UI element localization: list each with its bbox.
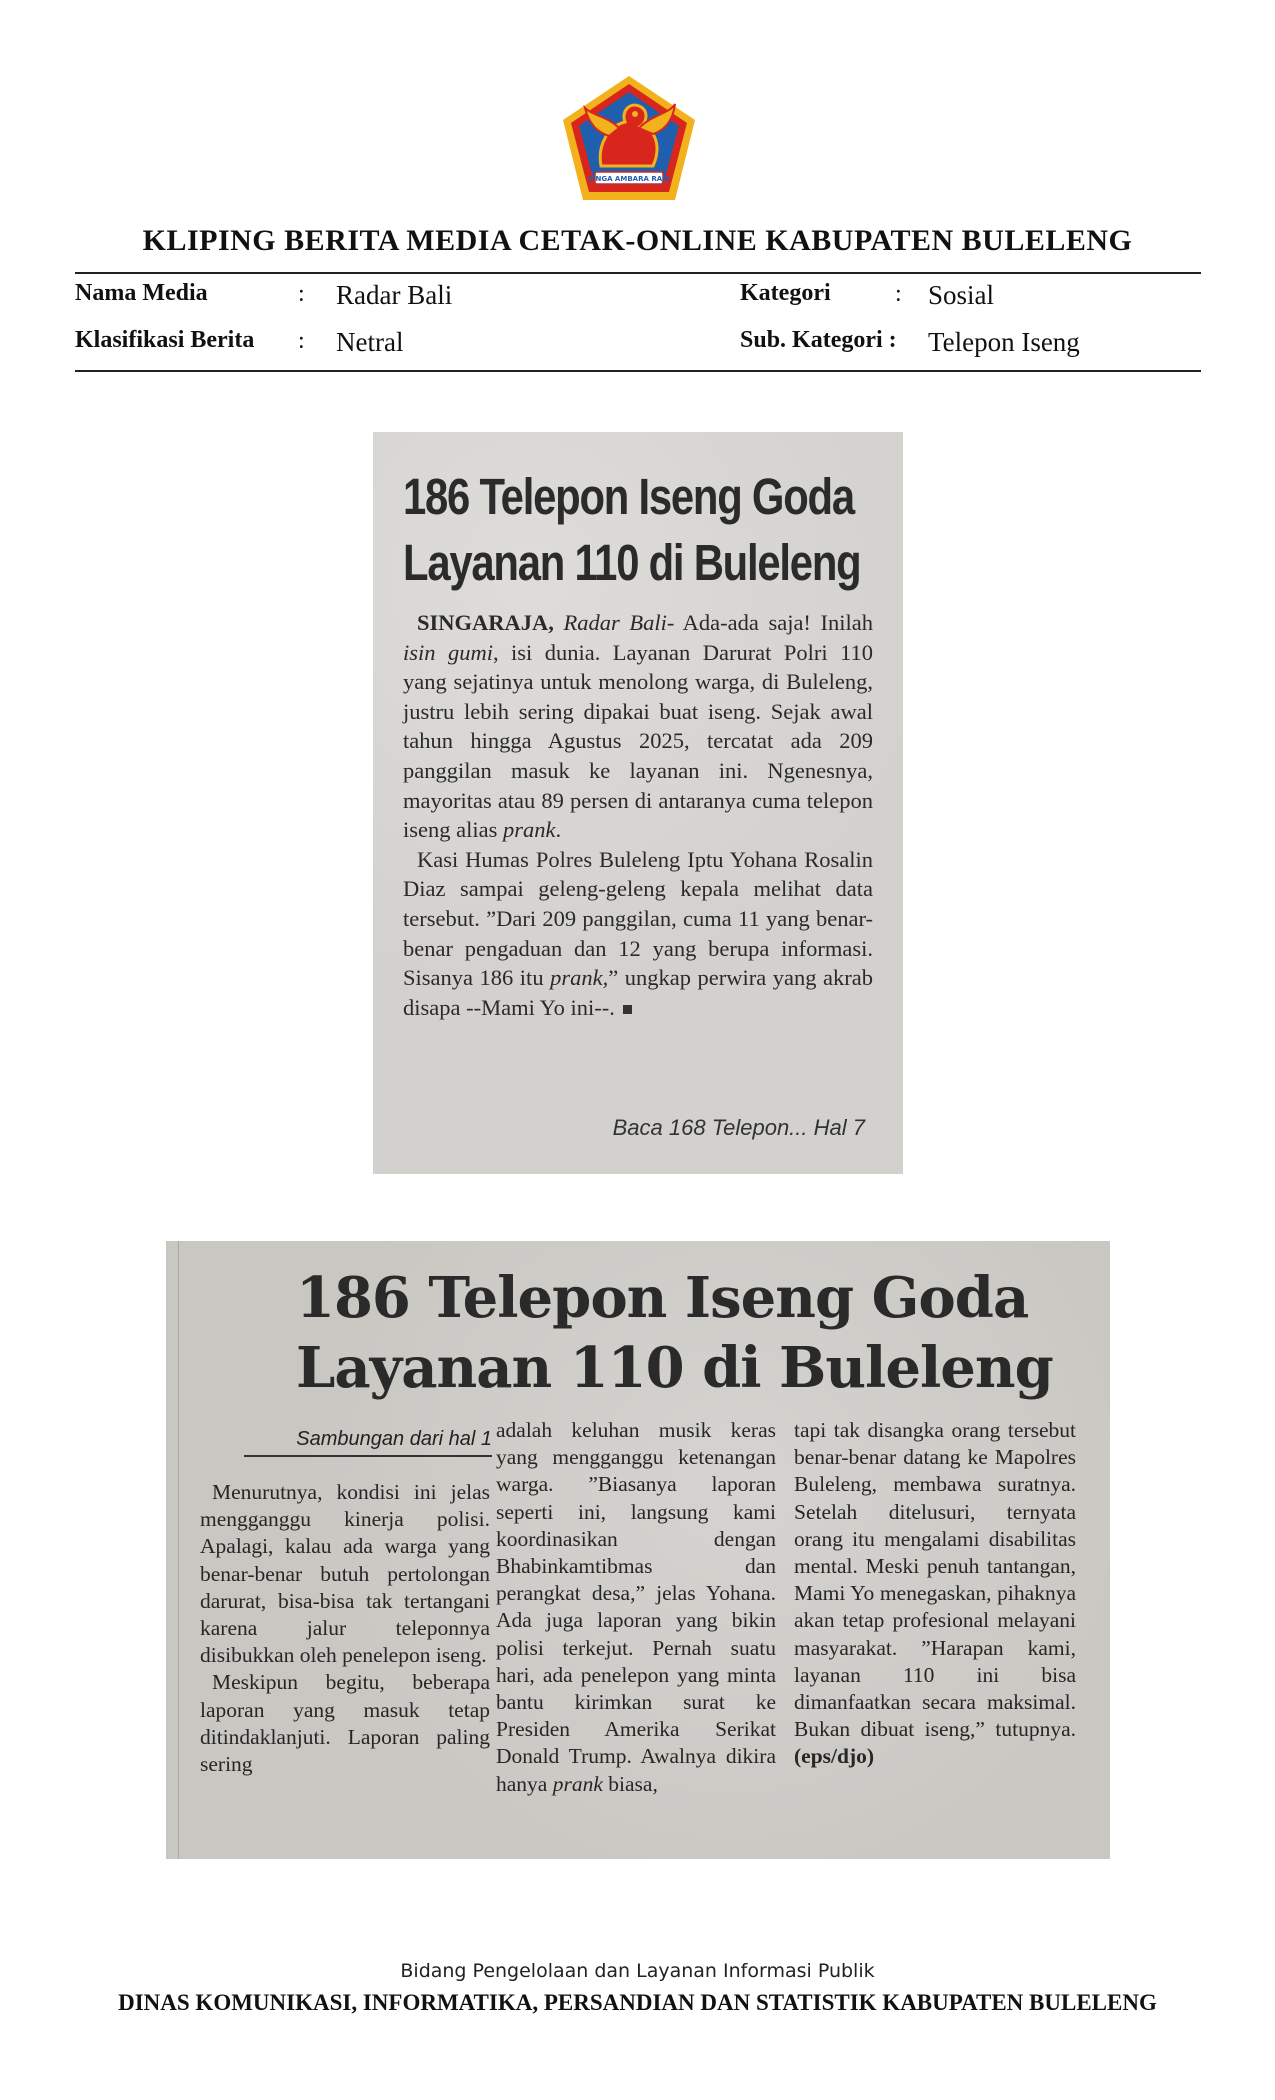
document-title: KLIPING BERITA MEDIA CETAK-ONLINE KABUPATEN BULELENG bbox=[142, 224, 1133, 257]
text-run: adalah keluhan musik keras yang mengganggu ketenangan warga. ”Biasanya laporan seperti ini, langsung kami koordinasikan dengan Bhabinkamtibmas dan perangkat desa,” jelas Yohana. Ada juga laporan yang bikin polisi terkejut. Pernah suatu hari, ada penelepon yang minta bantu kirimkan surat ke Presiden Amerika Serikat Donald Trump. Awalnya dikira hanya bbox=[496, 1418, 776, 1796]
continued-from-label: Sambungan dari hal 1 bbox=[244, 1428, 492, 1457]
header-divider-top bbox=[75, 272, 1201, 274]
colon: : bbox=[298, 328, 305, 354]
paragraph: Meskipun begitu, beberapa laporan yang masuk tetap ditindaklanjuti. Laporan paling sering bbox=[200, 1670, 490, 1777]
headline-line: 186 Telepon Iseng Goda bbox=[296, 1265, 1029, 1331]
text-run: tapi tak disangka orang tersebut benar-benar datang ke Mapolres Buleleng, membawa suratnya. Setelah ditelusuri, ternyata orang itu mengalami disabilitas mental. Meski penuh tantangan, Mami Yo menegaskan, pihaknya akan tetap profesional melayani masyarakat. ”Harapan kami, layanan 110 ini bisa dimanfaatkan secara maksimal. Bukan dibuat iseng,” tutupnya. bbox=[794, 1418, 1076, 1742]
headline-line: 186 Telepon Iseng Goda bbox=[403, 468, 854, 525]
text-run: biasa, bbox=[602, 1771, 658, 1796]
column-3 bbox=[794, 1417, 1076, 1771]
end-mark-icon bbox=[623, 1005, 632, 1014]
headline-line: Layanan 110 di Buleleng bbox=[403, 534, 861, 591]
text-run: . bbox=[555, 817, 562, 843]
source-name: Radar Bali bbox=[563, 610, 667, 635]
byline-initials: (eps/djo) bbox=[794, 1744, 875, 1769]
subkategori-value: Telepon Iseng bbox=[928, 327, 1080, 357]
clipping-continuation bbox=[166, 1241, 1110, 1859]
paragraph bbox=[496, 1417, 776, 1798]
page-edge bbox=[166, 1241, 179, 1859]
klasifikasi-label: Klasifikasi Berita bbox=[75, 327, 255, 353]
headline-line: Layanan 110 di Buleleng bbox=[296, 1335, 1053, 1401]
italic-run: prank bbox=[552, 1771, 603, 1796]
italic-run: prank bbox=[502, 817, 556, 843]
paragraph: Menurutnya, kondisi ini jelas mengganggu kinerja polisi. Apalagi, kalau ada warga yang benar-benar butuh pertolongan darurat, bisa-bisa tak tertangani karena jalur teleponnya disibukkan oleh penelepon iseng. bbox=[200, 1480, 490, 1668]
logo-motto: SINGA AMBARA RAJA bbox=[587, 175, 671, 183]
nama-media-value: Radar Bali bbox=[336, 280, 453, 310]
header-divider-bottom bbox=[75, 370, 1201, 372]
text-run: Kasi Humas Polres Buleleng Iptu Yohana Rosalin Diaz sampai geleng-geleng kepala melihat data tersebut. ”Dari 209 panggilan, cuma 11 yang benar-benar pengaduan dan 12 yang berupa informasi. Sisanya 186 itu bbox=[403, 846, 873, 991]
clipping1-body bbox=[403, 608, 873, 1022]
nama-media-label: Nama Media bbox=[75, 280, 208, 306]
italic-run: prank, bbox=[550, 965, 609, 991]
paragraph bbox=[403, 845, 873, 1023]
column-2 bbox=[496, 1417, 776, 1798]
continuation-note: Baca 168 Telepon... Hal 7 bbox=[612, 1115, 865, 1140]
text-run: ” ungkap perwira yang akrab disapa --Mami Yo ini--. bbox=[403, 965, 874, 1020]
dateline: SINGARAJA, bbox=[417, 610, 554, 635]
clipping2-headline bbox=[296, 1263, 1053, 1403]
paragraph bbox=[794, 1417, 1076, 1771]
paragraph bbox=[403, 608, 873, 845]
footer-agency: DINAS KOMUNIKASI, INFORMATIKA, PERSANDIAN DAN STATISTIK KABUPATEN BULELENG bbox=[118, 1990, 1157, 2015]
text-run: - Ada-ada saja! Inilah bbox=[666, 610, 873, 635]
regency-logo bbox=[561, 74, 697, 202]
klasifikasi-value: Netral bbox=[336, 327, 404, 357]
text-run: , isi dunia. Layanan Darurat Polri 110 yang sejatinya untuk menolong warga, di Buleleng, justru lebih sering dipakai buat iseng. Sejak awal tahun hingga Agustus 2025, tercatat ada 209 panggilan masuk ke layanan ini. Ngenesnya, mayoritas atau 89 persen di antaranya cuma telepon iseng alias bbox=[403, 639, 873, 843]
clipping-front-page bbox=[373, 432, 903, 1174]
clipping1-headline bbox=[403, 464, 861, 596]
kategori-label: Kategori bbox=[740, 280, 831, 306]
kategori-value: Sosial bbox=[928, 280, 995, 310]
footer-unit: Bidang Pengelolaan dan Layanan Informasi Publik bbox=[400, 1960, 875, 1982]
subkategori-label: Sub. Kategori : bbox=[740, 327, 897, 353]
italic-run: isin gumi bbox=[403, 639, 493, 665]
colon: : bbox=[895, 281, 902, 307]
colon: : bbox=[298, 281, 305, 307]
column-1 bbox=[200, 1479, 490, 1778]
